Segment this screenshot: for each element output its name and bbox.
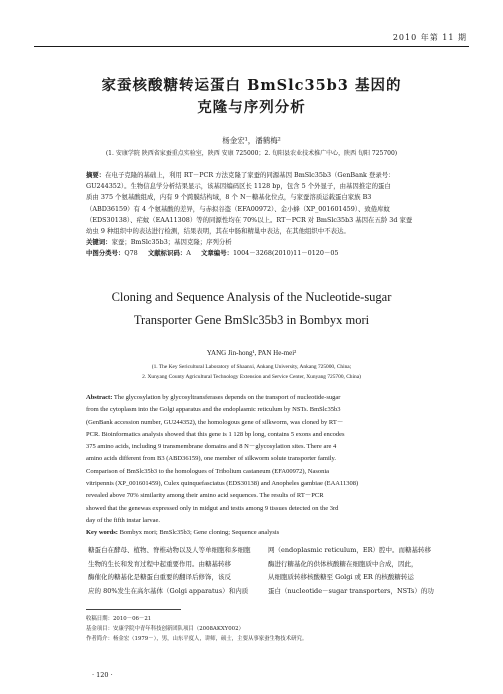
abstract-en-line: vitripennis (XP_001601459), Culex quinquefasciatus (EDS30138) and Anopheles gambiae (EAA11308) — [86, 480, 359, 488]
body-line: 酶催化的糖基化是糖蛋白重要的翻译后修饰，该反 — [88, 573, 231, 581]
abstract-zh-line: GU244352）。生物信息学分析结果显示，该基因编码区长 1128 bp，包含 5 个外显子，由基因推定的蛋白 — [86, 182, 391, 191]
abstract-zh-line: 幼虫 9 种组织中的表达进行检测，结果表明，其在中肠和精巢中表达，在其他组织中不表达。 — [86, 227, 350, 236]
keywords-zh-label: 关键词： — [86, 238, 112, 247]
abstract-en-line: day of the fifth instar larvae. — [86, 516, 160, 524]
abstract-en — [86, 392, 448, 540]
body-line: 糖蛋白在酵母、植物、脊椎动物以及人等单细胞和多细胞 — [88, 546, 251, 554]
header-rule — [34, 46, 469, 47]
body-line: 应的 80%发生在高尔基体（Golgi apparatus）和内质 — [88, 586, 249, 595]
abstract-en-line: showed that the genewas expressed only in midgut and testis among 9 tissues detected on the 3rd — [86, 504, 339, 512]
issue-header: 2010 年第 11 期 — [392, 33, 467, 42]
body-column-left — [88, 544, 288, 598]
page-number: · 120 · — [92, 671, 113, 679]
authors-zh: 杨金宏¹，潘鹤梅² — [222, 136, 281, 145]
abstract-zh-line: 在电子克隆的基础上，利用 RT－PCR 方法克隆了家蚕的同源基因 BmSlc35b3（GenBank 登录号： — [105, 171, 395, 179]
affiliation-en-line1: (1. The Key Sericultural Laboratory of Shaanxi, Ankang University, Ankang 725000, China; — [151, 364, 352, 370]
body-line: 蛋白（nucleotide－sugar transporters，NSTs）的功 — [268, 586, 434, 595]
abstract-en-line: amino acids different from B3 (ABD36159), one member of silkworm solute transporter family. — [86, 455, 337, 463]
abstract-en-line: Comparison of BmSlc35b3 to the homologues of Tribolium castaneum (EFA00972), Nasonia — [86, 467, 330, 475]
footnotes — [86, 614, 307, 644]
title-zh-line2: 克隆与序列分析 — [197, 99, 306, 116]
footnote-rule — [86, 609, 181, 610]
doc-code-label: 文献标识码： — [147, 249, 187, 258]
clc-value: Q78 — [124, 249, 138, 258]
abstract-en-line: from the cytoplasm into the Golgi apparatus and the endoplasmic reticulum by NSTs. BmSlc35b3 — [86, 406, 341, 414]
affiliation-en-line2: 2. Xunyang County Agricultural Technology Extension and Service Center, Xunyang 725700, China) — [142, 374, 361, 380]
abstract-zh-label: 摘要： — [86, 171, 106, 179]
keywords-en: Bombyx mori; BmSlc35b3; Gene cloning; Sequence analysis — [119, 529, 280, 537]
abstract-en-line: The glycosylation by glycosyltransferases depends on the transport of nucleotide-sugar — [113, 394, 341, 401]
keywords-zh: 家蚕；BmSlc35b3；基因克隆；序列分析 — [111, 238, 232, 247]
abstract-zh-line: 质由 375 个氨基酸组成，内有 9 个跨膜结构域，8 个 N－糖基化位点，与家蚕溶质运载蛋白家族 B3 — [86, 193, 372, 202]
title-zh-line1: 家蚕核酸糖转运蛋白 BmSlc35b3 基因的 — [101, 77, 402, 94]
abstract-en-line: PCR. Bioinformatics analysis showed that this gene is 1 128 bp long, contains 5 exons and encodes — [86, 430, 345, 438]
keywords-en-label: Key words: — [86, 529, 118, 537]
abstract-zh — [86, 170, 446, 260]
title-en-line1: Cloning and Sequence Analysis of the Nucleotide-sugar — [111, 290, 392, 304]
title-en-line2: Transporter Gene BmSlc35b3 in Bombyx mori — [133, 313, 370, 327]
abstract-en-label: Abstract: — [86, 394, 113, 401]
article-no-value: 1004－3268(2010)11－0120－05 — [232, 249, 339, 258]
footnote-author: 作者简介：杨金宏（1979－），男，山东平度人，讲师，硕士，主要从事家蚕生物技术研究。 — [86, 636, 308, 642]
abstract-zh-line: （EDS30138）、疟蚊（EAA11308）等的同源性均在 70%以上。RT－PCR 对 BmSlc35b3 基因在五龄 3d 家蚕 — [86, 215, 413, 224]
body-line: 生物的生长和发育过程中起重要作用。由糖基转移 — [88, 559, 231, 568]
body-line: 网（endoplasmic reticulum，ER）腔中。而糖基转移 — [268, 546, 432, 554]
doc-code-value: A — [186, 249, 191, 258]
abstract-en-line: 375 amino acids, including 9 transmembrane domains and 8 N－glycosylation sites. There are 4 — [86, 443, 337, 451]
article-no-label: 文章编号： — [201, 249, 233, 258]
footnote-funding: 基金项目：安康学院中青年科技创新团队项目（2008AKXY002） — [86, 626, 244, 632]
body-line: 从细胞质转移核酸糖至 Golgi 或 ER 的核酸糖转运 — [268, 573, 414, 581]
classification-line — [86, 248, 446, 259]
authors-en: YANG Jin-hong¹, PAN He-mei² — [206, 349, 297, 357]
footnote-received: 收稿日期：2010－06－21 — [86, 616, 152, 622]
affiliation-zh: (1. 安康学院 陕西省家蚕重点实验室，陕西 安康 725000；2. 旬阳县农业技术推广中心，陕西 旬阳 725700) — [105, 150, 398, 157]
body-line: 酶进行糖基化的供体核酸糖在细胞质中合成，因此， — [268, 559, 418, 568]
abstract-en-line: (GenBank accession number, GU244352), the homologous gene of silkworm, was cloned by RT－ — [86, 418, 344, 426]
abstract-zh-line: （ABD36159）有 4 个氨基酸的差异，与赤拟谷盗（EFA00972）、金小蜂（XP_001601459）、致倦库蚊 — [86, 204, 390, 213]
abstract-en-line: revealed above 70% similarity among their amino acid sequences. The results of RT－PCR — [86, 492, 324, 500]
clc-label: 中图分类号： — [86, 249, 125, 258]
body-column-right — [268, 544, 468, 598]
